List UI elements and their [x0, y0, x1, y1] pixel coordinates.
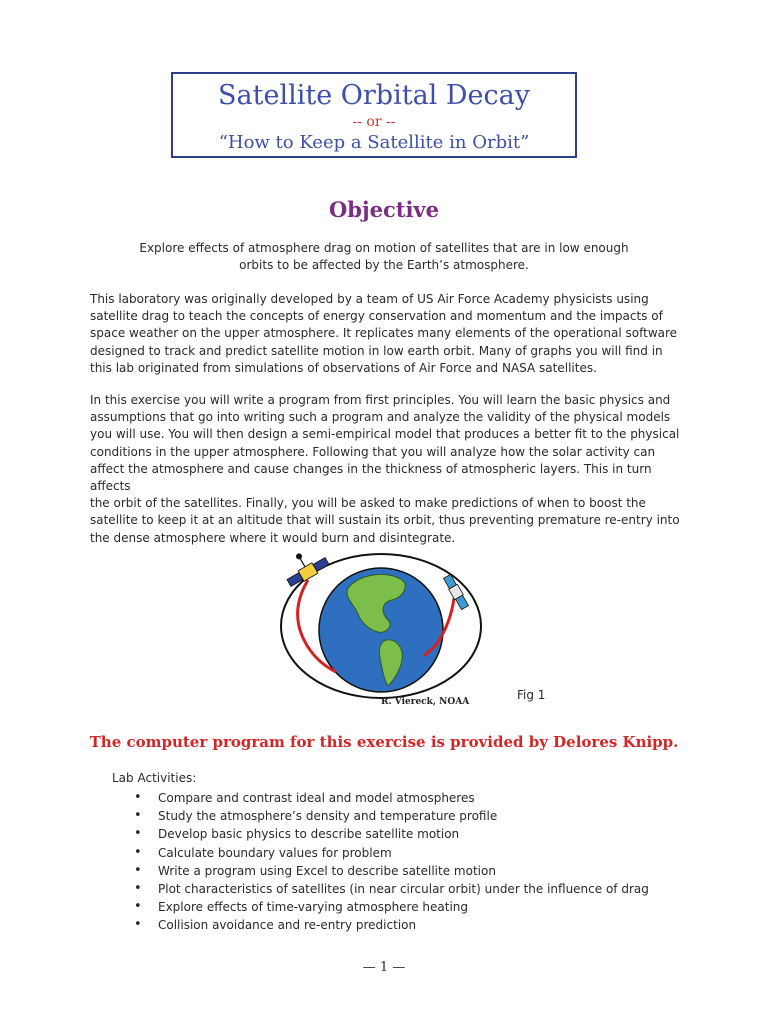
paragraph-line: assumptions that go into writing such a program and analyze the validity of the physical models: [90, 410, 671, 425]
paragraph-line: the orbit of the satellites. Finally, you will be asked to make predictions of when to boost the: [90, 496, 646, 511]
page-number: — 1 —: [362, 960, 406, 975]
title-box: [171, 72, 577, 158]
objective-summary-line: orbits to be affected by the Earth’s atmosphere.: [239, 258, 529, 272]
document-title: Satellite Orbital Decay: [218, 80, 530, 111]
objective-heading: Objective: [329, 197, 439, 222]
document-subtitle: “How to Keep a Satellite in Orbit”: [218, 132, 530, 153]
lab-activities-heading: Lab Activities:: [112, 771, 197, 785]
lab-activities-list: [130, 789, 649, 935]
list-item: • Compare and contrast ideal and model atmospheres: [130, 789, 649, 807]
list-item: • Develop basic physics to describe satellite motion: [130, 825, 649, 843]
paragraph-line: satellite to keep it at an altitude that will sustain its orbit, thus preventing premature re-entry into: [90, 513, 680, 528]
list-item: • Plot characteristics of satellites (in near circular orbit) under the influence of drag: [130, 880, 649, 898]
intro-paragraph: [90, 291, 690, 377]
exercise-paragraph: [90, 392, 690, 547]
paragraph-line: conditions in the upper atmosphere. Following that you will analyze how the solar activity can: [90, 444, 656, 459]
paragraph-line: affect the atmosphere and cause changes in the thickness of atmospheric layers. This in turn affects: [90, 461, 652, 494]
paragraph-line: space weather on the upper atmosphere. It replicates many elements of the operational software: [90, 326, 678, 341]
satellite-orbit-illustration: [278, 540, 488, 710]
list-item: • Calculate boundary values for problem: [130, 844, 649, 862]
list-item: • Collision avoidance and re-entry prediction: [130, 916, 649, 934]
objective-summary-line: Explore effects of atmosphere drag on motion of satellites that are in low enough: [139, 241, 629, 255]
objective-summary: [110, 240, 658, 274]
title-or-separator: -- or --: [352, 114, 396, 130]
program-attribution: The computer program for this exercise is provided by Delores Knipp.: [89, 733, 679, 751]
list-item: • Study the atmosphere’s density and temperature profile: [130, 807, 649, 825]
paragraph-line: you will use. You will then design a semi-empirical model that produces a better fit to the physical: [90, 427, 680, 442]
paragraph-line: this lab originated from simulations of observations of Air Force and NASA satellites.: [90, 360, 597, 375]
figure-credit: R. Viereck, NOAA: [381, 697, 470, 707]
satellite-left: [278, 543, 330, 588]
paragraph-line: In this exercise you will write a program from first principles. You will learn the basic physics and: [90, 393, 671, 407]
paragraph-line: the dense atmosphere where it would burn and disintegrate.: [90, 530, 456, 545]
paragraph-line: This laboratory was originally developed by a team of US Air Force Academy physicists using: [90, 292, 649, 306]
list-item: • Explore effects of time-varying atmosphere heating: [130, 898, 649, 916]
figure-label: Fig 1: [517, 688, 546, 702]
list-item: • Write a program using Excel to describe satellite motion: [130, 862, 649, 880]
paragraph-line: satellite drag to teach the concepts of energy conservation and momentum and the impacts of: [90, 309, 663, 324]
paragraph-line: designed to track and predict satellite motion in low earth orbit. Many of graphs you will find in: [90, 343, 663, 358]
